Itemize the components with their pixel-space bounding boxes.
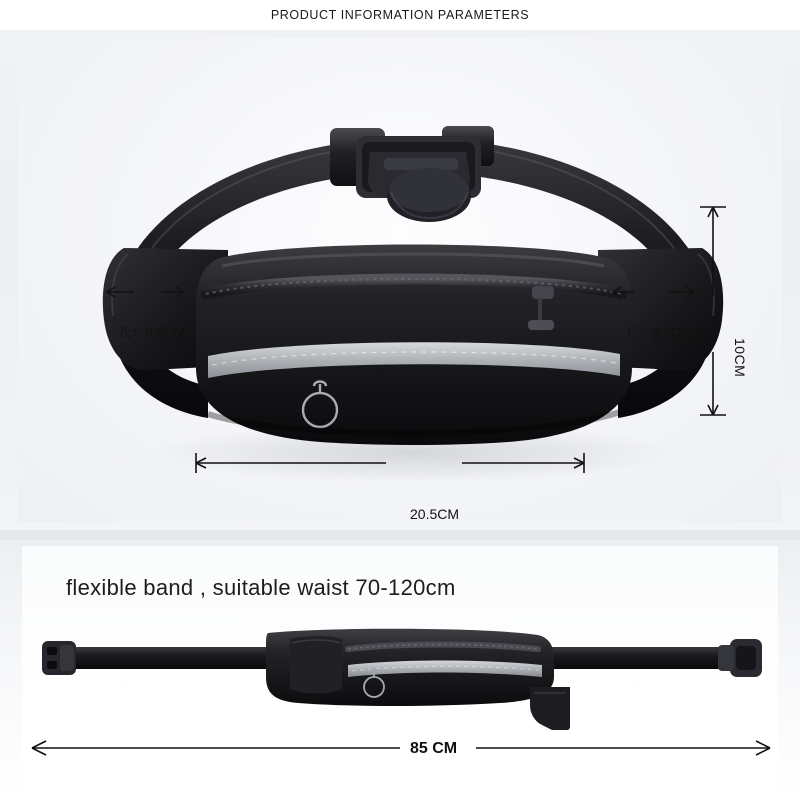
height-label: 10CM <box>732 338 748 378</box>
bottom-width-label: 20.5CM <box>410 506 460 522</box>
page-header <box>0 0 800 30</box>
dimension-panel-inner <box>18 38 782 522</box>
right-buckle <box>718 639 762 677</box>
panel-divider <box>0 530 800 540</box>
total-length-label: 85 CM <box>410 740 458 757</box>
left-buckle <box>42 641 76 675</box>
right-width-label: 长：9.5CM <box>625 325 692 340</box>
flexible-band-caption: flexible band , suitable waist 70-120cm <box>66 575 456 600</box>
dimension-panel <box>0 30 800 530</box>
buckle <box>330 126 494 222</box>
product-image-front <box>88 118 738 488</box>
left-width-label: 长：9.5CM <box>118 325 185 340</box>
page-title: PRODUCT INFORMATION PARAMETERS <box>270 8 530 22</box>
product-image-flat <box>30 615 770 730</box>
